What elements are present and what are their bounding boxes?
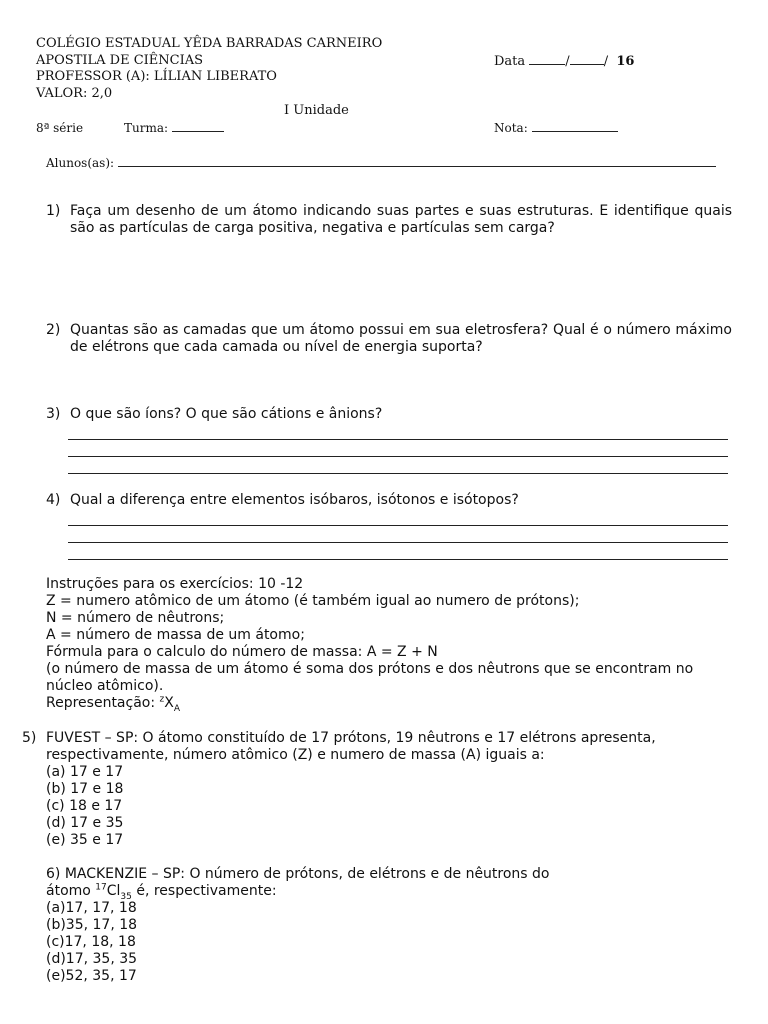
date-field: Data / / 16 bbox=[494, 54, 635, 69]
teacher-name: PROFESSOR (A): LÍLIAN LIBERATO bbox=[36, 69, 277, 84]
value-label: VALOR: 2,0 bbox=[36, 86, 113, 101]
answer-line[interactable] bbox=[68, 559, 728, 560]
instruction-line: Fórmula para o calculo do número de massa: A = Z + N bbox=[46, 644, 438, 660]
atom-superscript: 17 bbox=[95, 882, 107, 893]
question-5-option[interactable]: (d) 17 e 35 bbox=[46, 815, 124, 831]
question-5 bbox=[46, 730, 656, 849]
question-6-option[interactable]: (c)17, 18, 18 bbox=[46, 934, 136, 950]
question-5-option[interactable]: (e) 35 e 17 bbox=[46, 832, 124, 848]
question-6-option[interactable]: (a)17, 17, 18 bbox=[46, 900, 137, 916]
question-5-option[interactable]: (b) 17 e 18 bbox=[46, 781, 124, 797]
grade-blank[interactable] bbox=[532, 120, 618, 132]
question-6-option[interactable]: (e)52, 35, 17 bbox=[46, 968, 137, 984]
question-6-atom-line bbox=[46, 883, 550, 900]
question-6 bbox=[46, 866, 550, 985]
question-3-number: 3) bbox=[46, 406, 61, 422]
representation-subscript: A bbox=[173, 703, 181, 712]
question-4-number: 4) bbox=[46, 492, 61, 508]
instructions-block bbox=[46, 576, 768, 712]
date-month-blank[interactable] bbox=[570, 53, 604, 65]
answer-line[interactable] bbox=[68, 473, 728, 474]
question-1-number: 1) bbox=[46, 203, 61, 219]
representation-superscript: z bbox=[159, 694, 165, 705]
grade-field bbox=[494, 120, 618, 136]
question-5-number: 5) bbox=[22, 730, 37, 746]
atom-subscript: 35 bbox=[120, 891, 132, 902]
date-year: 16 bbox=[616, 54, 635, 69]
atom-suffix: é, respectivamente: bbox=[136, 883, 277, 899]
students-blank[interactable] bbox=[118, 155, 716, 167]
instruction-line: núcleo atômico). bbox=[46, 678, 164, 694]
question-1 bbox=[46, 203, 732, 255]
question-5-option[interactable]: (a) 17 e 17 bbox=[46, 764, 124, 780]
school-name: COLÉGIO ESTADUAL YÊDA BARRADAS CARNEIRO bbox=[36, 36, 383, 51]
instruction-line: A = número de massa de um átomo; bbox=[46, 627, 305, 643]
atom-symbol: Cl bbox=[106, 883, 121, 899]
question-3 bbox=[46, 406, 732, 424]
question-2-text: Quantas são as camadas que um átomo possui em sua eletrosfera? Qual é o número máximo de elétrons que cada camada ou nível de energia suporta? bbox=[70, 322, 732, 355]
class-field bbox=[124, 120, 224, 136]
representation-label: Representação: bbox=[46, 695, 156, 711]
class-blank[interactable] bbox=[172, 120, 224, 132]
representation-symbol: X bbox=[164, 695, 174, 711]
answer-line[interactable] bbox=[68, 439, 728, 440]
question-6-option[interactable]: (b)35, 17, 18 bbox=[46, 917, 138, 933]
question-5-option[interactable]: (c) 18 e 17 bbox=[46, 798, 123, 814]
question-6-option[interactable]: (d)17, 35, 35 bbox=[46, 951, 138, 967]
students-label: Alunos(as): bbox=[46, 156, 115, 170]
grade-field-label: Nota: bbox=[494, 121, 528, 135]
class-label: Turma: bbox=[124, 121, 169, 135]
instruction-line: (o número de massa de um átomo é soma dos prótons e dos nêutrons que se encontram no bbox=[46, 661, 694, 677]
question-4-text: Qual a diferença entre elementos isóbaros, isótonos e isótopos? bbox=[70, 492, 519, 508]
answer-line[interactable] bbox=[68, 542, 728, 543]
date-label: Data bbox=[494, 54, 526, 69]
answer-line[interactable] bbox=[68, 525, 728, 526]
atom-prefix: átomo bbox=[46, 883, 91, 899]
booklet-title: APOSTILA DE CIÊNCIAS bbox=[36, 53, 204, 68]
answer-line[interactable] bbox=[68, 456, 728, 457]
instruction-line: N = número de nêutrons; bbox=[46, 610, 225, 626]
unit-label: I Unidade bbox=[284, 103, 349, 118]
question-6-text: 6) MACKENZIE – SP: O número de prótons, de elétrons e de nêutrons do bbox=[46, 866, 550, 882]
students-field bbox=[46, 155, 716, 171]
question-2 bbox=[46, 322, 732, 358]
question-5-text: respectivamente, número atômico (Z) e numero de massa (A) iguais a: bbox=[46, 747, 545, 763]
question-4 bbox=[46, 492, 732, 510]
instructions-title: Instruções para os exercícios: 10 -12 bbox=[46, 576, 304, 592]
question-2-number: 2) bbox=[46, 322, 61, 338]
question-5-text: FUVEST – SP: O átomo constituído de 17 prótons, 19 nêutrons e 17 elétrons apresenta, bbox=[46, 730, 656, 746]
representation-line bbox=[46, 695, 768, 712]
question-1-text: Faça um desenho de um átomo indicando suas partes e suas estruturas. E identifique quais são as partículas de carga positiva, negativa e partículas sem carga? bbox=[70, 203, 732, 236]
instruction-line: Z = numero atômico de um átomo (é também igual ao numero de prótons); bbox=[46, 593, 580, 609]
question-3-text: O que são íons? O que são cátions e ânions? bbox=[70, 406, 383, 422]
grade-label: 8ª série bbox=[36, 121, 84, 135]
date-day-blank[interactable] bbox=[529, 53, 565, 65]
